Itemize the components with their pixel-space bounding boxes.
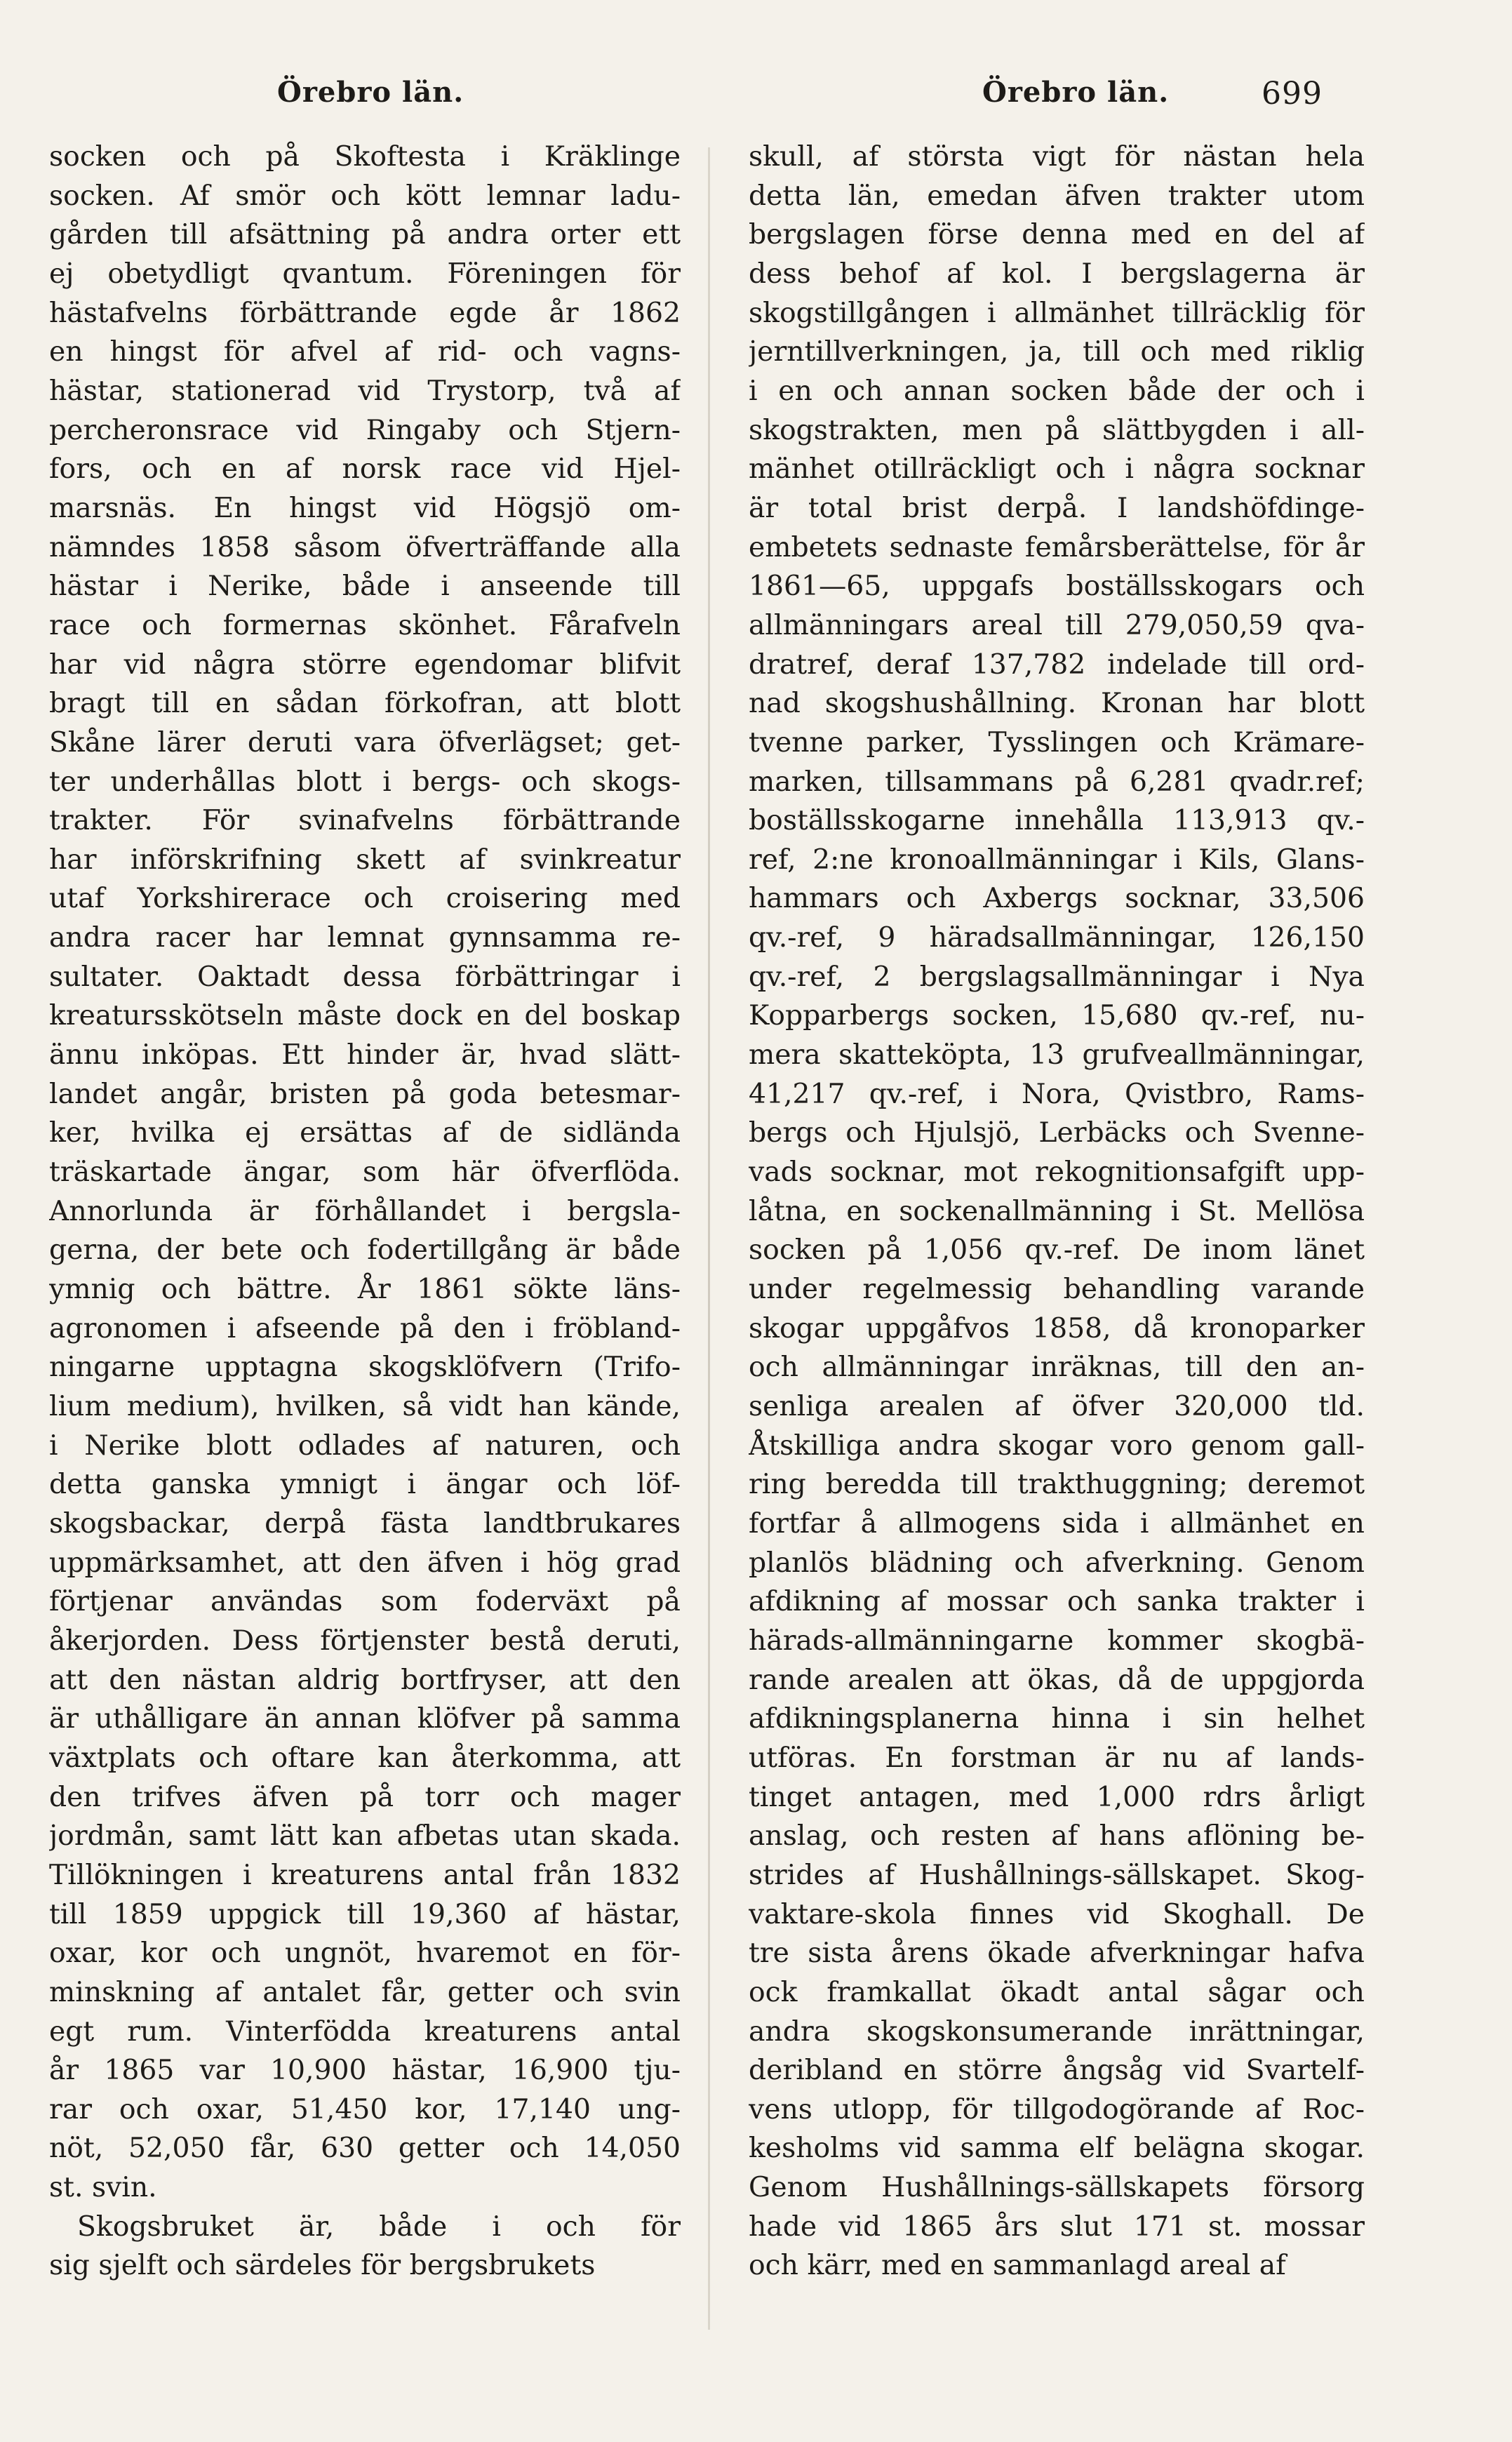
- text-line: Åtskilliga andra skogar voro genom gall-: [749, 1429, 1365, 1462]
- text-line: ref, 2:ne kronoallmänningar i Kils, Glans-: [749, 843, 1365, 876]
- text-line: afdikningsplanerna hinna i sin helhet: [749, 1703, 1365, 1735]
- text-line: embetets sednaste femårsberättelse, för år: [749, 531, 1365, 563]
- text-line: Skogsbruket är, både i och för: [77, 2210, 681, 2243]
- text-line: sig sjelft och särdeles för bergsbrukets: [49, 2250, 596, 2282]
- text-line: planlös blädning och afverkning. Genom: [749, 1547, 1365, 1579]
- text-line: kesholms vid samma elf belägna skogar.: [749, 2133, 1365, 2165]
- text-line: hästar, stationerad vid Trystorp, två af: [49, 375, 681, 407]
- text-line: deribland en större ångsåg vid Svartelf-: [749, 2055, 1365, 2087]
- text-line: hammars och Axbergs socknar, 33,506: [749, 883, 1365, 915]
- text-line: bergslagen förse denna med en del af: [749, 219, 1365, 251]
- text-line: Genom Hushållnings-sällskapets försorg: [749, 2172, 1365, 2204]
- text-line: under regelmessig behandling varande: [749, 1274, 1365, 1306]
- text-line: senliga arealen af öfver 320,000 tld.: [749, 1391, 1365, 1422]
- text-line: ock framkallat ökadt antal sågar och: [749, 1976, 1365, 2008]
- text-line: träskartade ängar, som här öfverflöda.: [49, 1156, 681, 1189]
- text-line: rar och oxar, 51,450 kor, 17,140 ung-: [49, 2093, 681, 2126]
- text-line: socken och på Skoftesta i Kräklinge: [49, 141, 681, 173]
- text-line: ningarne upptagna skogsklöfvern (Trifo-: [49, 1352, 681, 1384]
- text-line: i en och annan socken både der och i: [749, 375, 1365, 407]
- text-line: boställsskogarne innehålla 113,913 qv.-: [749, 805, 1365, 837]
- text-line: tvenne parker, Tysslingen och Krämare-: [749, 726, 1365, 759]
- text-line: 1861—65, uppgafs boställsskogars och: [749, 571, 1365, 603]
- text-line: hästar i Nerike, både i anseende till: [49, 571, 681, 603]
- text-line: minskning af antalet får, getter och svin: [49, 1976, 681, 2008]
- text-line: utaf Yorkshirerace och croisering med: [49, 883, 681, 915]
- text-line: jordmån, samt lätt kan afbetas utan skada.: [49, 1820, 681, 1853]
- text-line: ännu inköpas. Ett hinder är, hvad slätt-: [49, 1039, 681, 1072]
- text-line: uppmärksamhet, att den äfven i hög grad: [49, 1547, 681, 1579]
- text-line: marken, tillsammans på 6,281 qvadr.ref;: [749, 766, 1365, 798]
- text-line: är total brist derpå. I landshöfdinge-: [749, 492, 1365, 524]
- text-line: skogstillgången i allmänhet tillräcklig för: [749, 297, 1365, 329]
- text-line: växtplats och oftare kan återkomma, att: [49, 1742, 681, 1774]
- text-line: socken. Af smör och kött lemnar ladu-: [49, 180, 681, 212]
- text-line: 41,217 qv.-ref, i Nora, Qvistbro, Rams-: [749, 1078, 1365, 1110]
- text-line: marsnäs. En hingst vid Högsjö om-: [49, 492, 681, 524]
- text-line: race och formernas skönhet. Fårafveln: [49, 609, 681, 641]
- text-line: bergs och Hjulsjö, Lerbäcks och Svenne-: [749, 1117, 1365, 1149]
- text-line: Tillökningen i kreaturens antal från 1832: [49, 1859, 681, 1891]
- text-line: nad skogshushållning. Kronan har blott: [749, 688, 1365, 720]
- text-line: socken på 1,056 qv.-ref. De inom länet: [749, 1234, 1365, 1267]
- text-line: jerntillverkningen, ja, till och med riklig: [749, 336, 1365, 368]
- text-line: andra skogskonsumerande inrättningar,: [749, 2015, 1365, 2048]
- text-line: mera skatteköpta, 13 grufveallmänningar,: [749, 1039, 1365, 1072]
- text-line: åkerjorden. Dess förtjenster bestå deruti,: [49, 1624, 681, 1657]
- text-line: ter underhållas blott i bergs- och skogs-: [49, 766, 681, 798]
- text-line: fortfar å allmogens sida i allmänhet en: [749, 1507, 1365, 1540]
- text-line: skogsbackar, derpå fästa landtbrukares: [49, 1507, 681, 1540]
- text-line: hästafvelns förbättrande egde år 1862: [49, 297, 681, 329]
- right-running-header: Örebro län.: [982, 76, 1170, 109]
- text-line: qv.-ref, 9 häradsallmänningar, 126,150: [749, 922, 1365, 954]
- text-line: i Nerike blott odlades af naturen, och: [49, 1429, 681, 1462]
- text-line: är uthålligare än annan klöfver på samma: [49, 1703, 681, 1735]
- text-line: Annorlunda är förhållandet i bergsla-: [49, 1195, 681, 1227]
- text-line: ring beredda till trakthuggning; deremot: [749, 1469, 1365, 1501]
- text-line: har införskrifning skett af svinkreatur: [49, 843, 681, 876]
- text-line: rande arealen att ökas, då de uppgjorda: [749, 1664, 1365, 1696]
- text-line: gården till afsättning på andra orter ett: [49, 219, 681, 251]
- text-line: nöt, 52,050 får, 630 getter och 14,050: [49, 2133, 681, 2165]
- text-line: nämndes 1858 såsom öfverträffande alla: [49, 531, 681, 563]
- text-line: och allmänningar inräknas, till den an-: [749, 1352, 1365, 1384]
- text-line: ej obetydligt qvantum. Föreningen för: [49, 258, 681, 290]
- text-line: vads socknar, mot rekognitionsafgift upp-: [749, 1156, 1365, 1189]
- text-line: år 1865 var 10,900 hästar, 16,900 tju-: [49, 2055, 681, 2087]
- text-line: att den nästan aldrig bortfryser, att den: [49, 1664, 681, 1696]
- text-line: Kopparbergs socken, 15,680 qv.-ref, nu-: [749, 1000, 1365, 1032]
- left-text-column: [49, 138, 681, 2286]
- text-line: tre sista årens ökade afverkningar hafva: [749, 1937, 1365, 1970]
- text-line: skull, af största vigt för nästan hela: [749, 141, 1365, 173]
- text-line: mänhet otillräckligt och i några socknar: [749, 453, 1365, 486]
- text-line: detta ganska ymnigt i ängar och löf-: [49, 1469, 681, 1501]
- text-line: percheronsrace vid Ringaby och Stjern-: [49, 414, 681, 446]
- text-line: utföras. En forstman är nu af lands-: [749, 1742, 1365, 1774]
- text-line: fors, och en af norsk race vid Hjel-: [49, 453, 681, 486]
- text-line: hade vid 1865 års slut 171 st. mossar: [749, 2210, 1365, 2243]
- text-line: en hingst för afvel af rid- och vagns-: [49, 336, 681, 368]
- text-line: låtna, en sockenallmänning i St. Mellösa: [749, 1195, 1365, 1227]
- right-text-column: [749, 138, 1365, 2286]
- text-line: agronomen i afseende på den i fröbland-: [49, 1312, 681, 1345]
- text-line: ymnig och bättre. År 1861 sökte läns-: [49, 1274, 681, 1306]
- text-line: anslag, och resten af hans aflöning be-: [749, 1820, 1365, 1853]
- text-line: skogar uppgåfvos 1858, då kronoparker: [749, 1312, 1365, 1345]
- text-line: vens utlopp, för tillgodogörande af Roc-: [749, 2093, 1365, 2126]
- text-line: tinget antagen, med 1,000 rdrs årligt: [749, 1781, 1365, 1813]
- text-line: detta län, emedan äfven trakter utom: [749, 180, 1365, 212]
- column-divider: [708, 147, 710, 2330]
- text-line: strides af Hushållnings-sällskapet. Skog-: [749, 1859, 1365, 1891]
- text-line: dratref, deraf 137,782 indelade till ord-: [749, 648, 1365, 681]
- left-running-header: Örebro län.: [277, 76, 464, 109]
- text-line: förtjenar användas som foderväxt på: [49, 1586, 681, 1618]
- text-line: och kärr, med en sammanlagd areal af: [749, 2250, 1286, 2282]
- text-line: härads-allmänningarne kommer skogbä-: [749, 1624, 1365, 1657]
- text-line: lium medium), hvilken, så vidt han kände,: [49, 1391, 681, 1422]
- text-line: qv.-ref, 2 bergslagsallmänningar i Nya: [749, 961, 1365, 993]
- text-line: den trifves äfven på torr och mager: [49, 1781, 681, 1813]
- text-line: egt rum. Vinterfödda kreaturens antal: [49, 2015, 681, 2048]
- text-line: allmänningars areal till 279,050,59 qva-: [749, 609, 1365, 641]
- text-line: andra racer har lemnat gynnsamma re-: [49, 922, 681, 954]
- text-line: st. svin.: [49, 2172, 157, 2204]
- text-line: ker, hvilka ej ersättas af de sidlända: [49, 1117, 681, 1149]
- text-line: till 1859 uppgick till 19,360 af hästar,: [49, 1898, 681, 1930]
- text-line: skogstrakten, men på slättbygden i all-: [749, 414, 1365, 446]
- text-line: dess behof af kol. I bergslagerna är: [749, 258, 1365, 290]
- text-line: vaktare-skola finnes vid Skoghall. De: [749, 1898, 1365, 1930]
- text-line: sultater. Oaktadt dessa förbättringar i: [49, 961, 681, 993]
- text-line: gerna, der bete och fodertillgång är både: [49, 1234, 681, 1267]
- text-line: oxar, kor och ungnöt, hvaremot en för-: [49, 1937, 681, 1970]
- text-line: trakter. För svinafvelns förbättrande: [49, 805, 681, 837]
- text-line: kreatursskötseln måste dock en del boskap: [49, 1000, 681, 1032]
- text-line: afdikning af mossar och sanka trakter i: [749, 1586, 1365, 1618]
- text-line: landet angår, bristen på goda betesmar-: [49, 1078, 681, 1110]
- text-line: Skåne lärer deruti vara öfverlägset; get-: [49, 726, 681, 759]
- page-number: 699: [1262, 76, 1323, 112]
- text-line: har vid några större egendomar blifvit: [49, 648, 681, 681]
- text-line: bragt till en sådan förkofran, att blott: [49, 688, 681, 720]
